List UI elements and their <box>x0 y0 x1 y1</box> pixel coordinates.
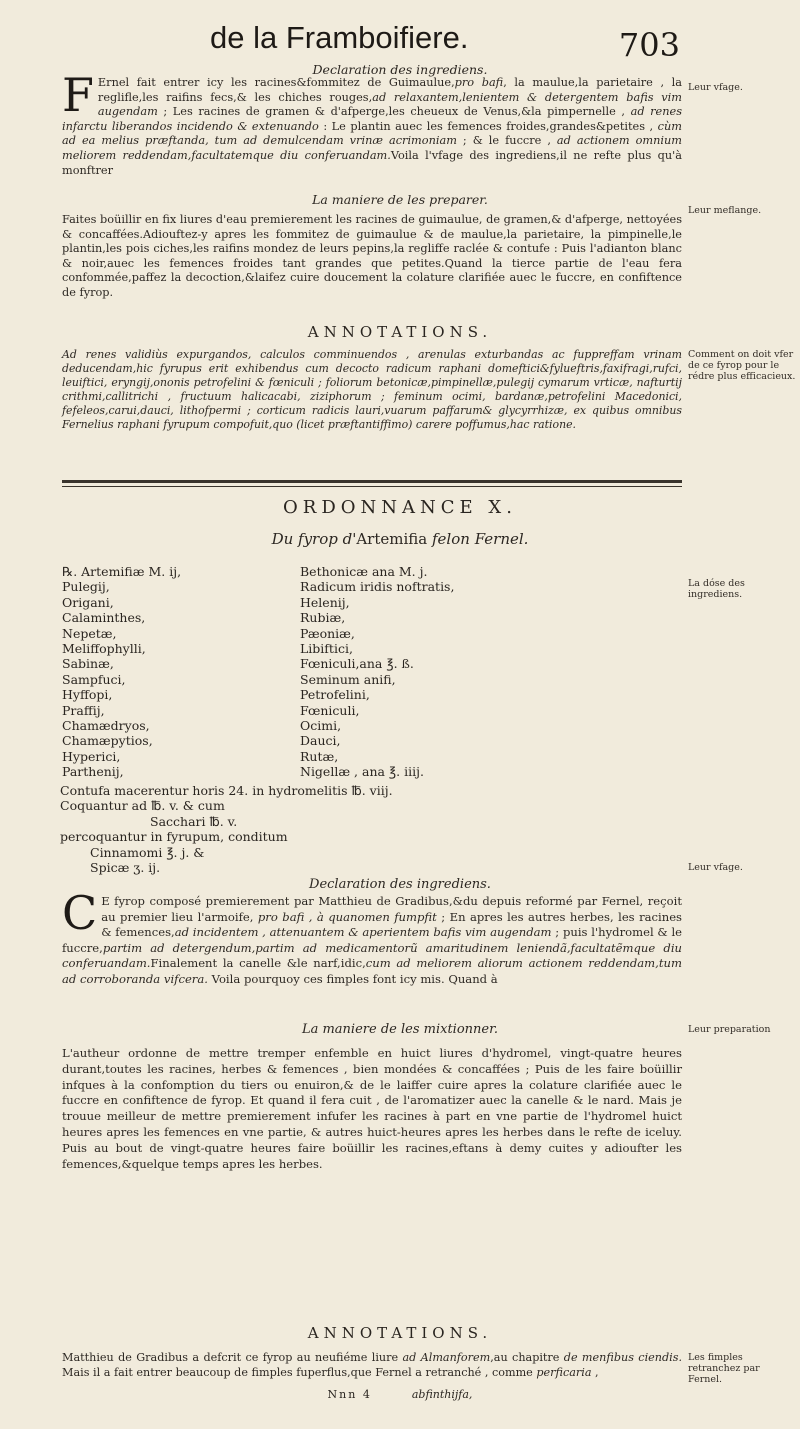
ingredient-line: Rutæ, <box>300 748 339 764</box>
ingredient-line: Radicum iridis noftratis, <box>300 579 455 595</box>
ingredient-line: Fœniculi, <box>300 702 360 718</box>
ingredient-line: Nigellæ , ana ℥. iiij. <box>300 764 424 780</box>
signature-mark: Nnn 4 <box>327 1388 372 1401</box>
section-subtitle: Declaration des ingrediens. <box>309 877 491 892</box>
section-subtitle: La maniere de les preparer. <box>312 192 488 207</box>
ingredient-line: percoquantur in fyrupum, conditum <box>60 829 288 845</box>
paragraph-text: Ernel fait entrer icy les racines&fommitez de Guimaulue,pro bafi, la maulue,la parietaire , la reglifle,les raifins fecs,& les chiches rouges,ad relaxantem,lenientem & detergentem bafis vim augendam ; Les racines de gramen & d'afperge,les cheueux de Venus,&la pimpernelle , ad renes infarctu liberandos incidendo & extenuando : Le plantin auec les femences froides,grandes&petites , cùm ad ea melius præftanda, tum ad demulcendam vrinæ acrimoniam ; & le fuccre , ad actionem omnium meliorem reddendam,facultatemque diu conferuandam.Voila l'vfage des ingrediens,il ne refte plus qu'à monftrer <box>62 76 682 177</box>
running-header <box>200 20 680 66</box>
ingredient-line: ℞. Artemifiæ M. ij, <box>62 564 182 579</box>
ingredient-line: Spicæ ʒ. ij. <box>90 860 161 876</box>
ingredient-line: Contufa macerentur horis 24. in hydromelitis ℔. viij. <box>60 783 393 798</box>
divider-rule <box>62 480 682 483</box>
ordonnance-subtitle: Du fyrop d'Artemifia felon Fernel. <box>271 530 529 548</box>
catchword: abfinthijfa, <box>411 1388 473 1401</box>
section-subtitle: Declaration des ingrediens. <box>312 62 488 77</box>
ingredient-line: Parthenij, <box>62 764 124 780</box>
ingredient-line: Calaminthes, <box>62 610 146 626</box>
ingredient-line: Pulegij, <box>62 579 110 595</box>
body-paragraph <box>62 886 683 988</box>
ingredient-line: Chamæpytios, <box>62 733 153 749</box>
margin-note: Comment on doit vfer de ce fyrop pour le rédre plus efficacieux. <box>688 349 796 382</box>
page-footer <box>0 1388 800 1401</box>
ingredient-line: Sacchari ℔. v. <box>150 813 238 829</box>
ingredient-line: Rubiæ, <box>300 610 346 626</box>
ingredient-line: Pæoniæ, <box>300 625 355 641</box>
paragraph-text: E fyrop composé premierement par Matthieu de Gradibus,&du depuis reformé par Fernel, reçoit au premier lieu l'armoife, pro bafi , à quanomen fumpfit ; En apres les autres herbes, les racines & femences,ad incidentem , attenuantem & aperientem bafis vim augendam ; puis l'hydromel & le fuccre,partim ad detergendum,partim ad medicamentorũ amaritudinem leniendã,facultatẽmque diu conferuandam.Finalement la canelle &le narf,idic,cum ad meliorem aliorum actionem reddendam,tum ad corroboranda vifcera. Voila pourquoy ces fimples font icy mis. Quand à <box>62 894 683 986</box>
annotations-heading: ANNOTATIONS. <box>307 1324 493 1342</box>
ingredient-line: Origani, <box>62 594 114 610</box>
ingredient-column-right <box>300 564 454 780</box>
body-paragraph: Faites boüillir en fix liures d'eau premierement les racines de guimaulue, de gramen,& d'afperge, nettoyées & concaffées.Adiouftez-y apres les fommitez de guimaulue & de maulue,la parietaire, la pimpinelle,le plantin,les pois ciches,les raifins mondez de leurs pepins,la regliffe raclée & contufe : Puis l'adianton blanc & noir,auec les femences froides tant grandes que petites.Quand la tierce partie de l'eau fera confommée,paffez la decoction,&laifez cuire doucement la colature clarifiée auec le fuccre, en confiftence de fyrop. <box>62 213 682 299</box>
ingredient-line: Dauci, <box>300 733 341 749</box>
ingredient-line: Nepetæ, <box>62 625 117 641</box>
ingredient-line: Petrofelini, <box>300 687 370 703</box>
margin-note: Leur vfage. <box>688 82 743 93</box>
margin-note: Leur vfage. <box>688 862 743 873</box>
ingredient-line: Libiftici, <box>300 641 353 657</box>
ingredient-line: Coquantur ad ℔. v. & cum <box>60 798 225 814</box>
section-subtitle: La maniere de les mixtionner. <box>301 1022 499 1037</box>
ingredient-line: Praffij, <box>62 702 105 718</box>
ordonnance-heading: ORDONNANCE X. <box>283 497 517 518</box>
ingredient-column-left <box>62 564 181 780</box>
running-title: de la Framboifiere. <box>210 20 469 55</box>
ingredient-line: Meliffophylli, <box>62 641 146 657</box>
ingredient-line: Ocimi, <box>300 718 342 734</box>
drop-cap: F <box>62 68 94 122</box>
margin-note: La dóse des ingrediens. <box>688 578 745 600</box>
annotations-heading: ANNOTATIONS. <box>307 323 493 341</box>
ingredient-line: Sampfuci, <box>62 671 126 687</box>
ingredient-line: Bethonicæ ana M. j. <box>300 564 428 579</box>
margin-note: Leur meflange. <box>688 205 762 216</box>
annotation-paragraph: Ad renes validiùs expurgandos, calculos comminuendos , arenulas exturbandas ac fuppreffam vrinam deducendam,hic fyrupus erit exhibendus cum decocto radicum raphani domeftici&fylueftris,faxifragi,rufci, leuiftici, eryngij,ononis petrofelini & fœniculi ; foliorum betonicæ,pimpinellæ,pulegij cymarum vrticæ, nafturtij crithmi,callitrichi , fructuum halicacabi, ziziphorum ; feminum ocimi, bardanæ,petrofelini Macedonici, fefeleos,carui,dauci, lithofpermi ; corticum radicis lauri,vuarum paffarum& glycyrrhizæ, ex quibus omnibus Fernelius raphani fyrupum compofuit,quo (licet præftantiffimo) carere poffumus,hac ratione. <box>62 348 682 431</box>
ingredient-line: Seminum anifi, <box>300 671 396 687</box>
annotation-paragraph: Matthieu de Gradibus a defcrit ce fyrop au neufiéme liure ad Almanforem,au chapitre de menfibus ciendis. Mais il a fait entrer beaucoup de fimples fuperflus,que Fernel a retranché , comme perficaria , <box>62 1351 683 1379</box>
ingredient-line: Fœniculi,ana ℥. ß. <box>300 656 414 672</box>
page-number: 703 <box>618 26 680 64</box>
ingredient-line: Helenij, <box>300 594 350 610</box>
recipe-lines <box>60 783 680 875</box>
drop-cap: C <box>62 886 98 940</box>
ingredient-line: Cinnamomi ℥. j. & <box>90 844 205 860</box>
ingredient-line: Sabinæ, <box>62 656 114 672</box>
margin-note: Leur preparation <box>688 1024 771 1035</box>
margin-note: Les fimples retranchez par Fernel. <box>688 1352 760 1385</box>
body-paragraph: L'autheur ordonne de mettre tremper enfemble en huict liures d'hydromel, vingt-quatre heures durant,toutes les racines, herbes & femences , bien mondées & concaffées ; Puis de les faire boüillir infques à la confomption du tiers ou enuiron,& de le laiffer cuire apres la colature clarifiée auec le fuccre en confiftence de fyrop. Et quand il fera cuit , de l'aromatizer auec la canelle & le nard. Mais je trouue meilleur de mettre premierement infufer les racines à part en vne partie de l'hydromel huict heures apres les femences en vne partie, & autres huict-heures apres les herbes dans le refte de iceluy. Puis au bout de vingt-quatre heures faire boüillir les racines,eftans à demy cuites y adioufter les femences,&quelque temps apres les herbes. <box>62 1046 682 1171</box>
ingredient-line: Hyperici, <box>62 748 121 764</box>
ingredient-line: Chamædryos, <box>62 718 150 734</box>
divider-rule <box>62 486 682 487</box>
ingredient-line: Hyffopi, <box>62 687 113 703</box>
